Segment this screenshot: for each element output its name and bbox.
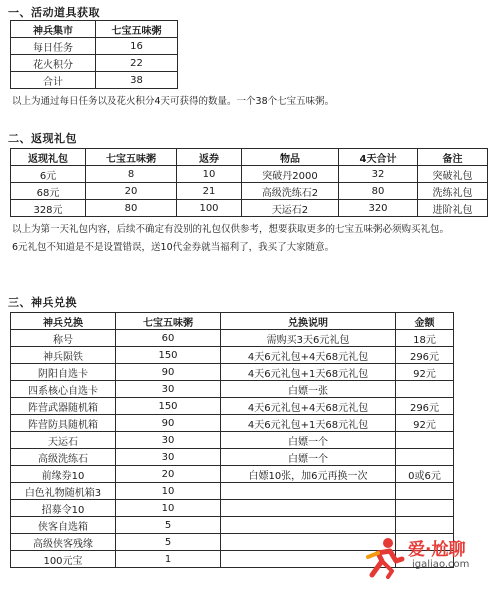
table-cell: 100元宝 <box>11 551 116 568</box>
table-cell: 16 <box>96 38 178 55</box>
table-cell: 92元 <box>396 415 454 432</box>
table-row <box>11 381 454 398</box>
table-cell: 4天6元礼包+1天68元礼包 <box>221 415 396 432</box>
watermark-brand: 爱·尬聊 <box>408 540 466 560</box>
table-row <box>11 466 454 483</box>
table-cell: 18元 <box>396 330 454 347</box>
table-cell: 90 <box>116 415 221 432</box>
table-cell: 天运石 <box>11 432 116 449</box>
table-cell: 10 <box>177 166 242 183</box>
table-cell: 1 <box>116 551 221 568</box>
table-cell: 6元 <box>11 166 86 183</box>
table-cell: 高级侠客残缘 <box>11 534 116 551</box>
section-title-weapon-exchange: 三、神兵兑换 <box>8 296 77 309</box>
table-cell: 20 <box>116 466 221 483</box>
table-cell <box>396 500 454 517</box>
table-cell: 需购买3天6元礼包 <box>221 330 396 347</box>
table-header: 七宝五味粥 <box>96 21 178 38</box>
table-cell: 320 <box>339 200 418 217</box>
weapon-exchange-table <box>10 312 454 568</box>
site-watermark <box>362 531 492 583</box>
table-cell: 30 <box>116 449 221 466</box>
table-cell: 称号 <box>11 330 116 347</box>
table-cell: 白嫖一个 <box>221 432 396 449</box>
table-cell: 花火积分 <box>11 55 96 72</box>
table-row <box>11 55 178 72</box>
table-cell: 150 <box>116 347 221 364</box>
table-cell: 20 <box>86 183 177 200</box>
table-header: 4天合计 <box>339 149 418 166</box>
table-cell: 8 <box>86 166 177 183</box>
table-cell: 296元 <box>396 347 454 364</box>
note-text: 以上为通过每日任务以及花火积分4天可获得的数量。一个38个七宝五味粥。 <box>12 96 335 107</box>
section-title-cashback-packs: 二、返现礼包 <box>8 132 77 145</box>
table-cell: 白嫖10张，加6元再换一次 <box>221 466 396 483</box>
table-header: 七宝五味粥 <box>86 149 177 166</box>
note-cashback <box>12 222 494 255</box>
table-row <box>11 398 454 415</box>
table-cell: 21 <box>177 183 242 200</box>
table-row <box>11 183 488 200</box>
note-activity-summary <box>12 94 494 109</box>
table-row <box>11 364 454 381</box>
table-header: 金额 <box>396 313 454 330</box>
table-cell: 80 <box>86 200 177 217</box>
table-cell: 38 <box>96 72 178 89</box>
table-cell: 80 <box>339 183 418 200</box>
running-figure-icon <box>362 535 406 579</box>
table-cell: 洗练礼包 <box>418 183 488 200</box>
note-text: 以上为第一天礼包内容，后续不确定有没别的礼包仅供参考，想要获取更多的七宝五味粥必须购买礼包。 <box>12 224 450 235</box>
table-row <box>11 449 454 466</box>
cashback-packs-table <box>10 148 488 217</box>
note-text: 6元礼包不知道是不是设置错误，送10代金券就当福利了，我买了大家随意。 <box>12 242 335 253</box>
table-cell: 90 <box>116 364 221 381</box>
table-cell: 白嫖一张 <box>221 381 396 398</box>
table-cell: 100 <box>177 200 242 217</box>
table-row <box>11 347 454 364</box>
table-cell: 4天6元礼包+4天68元礼包 <box>221 398 396 415</box>
table-row <box>11 38 178 55</box>
table-cell: 合计 <box>11 72 96 89</box>
table-cell: 每日任务 <box>11 38 96 55</box>
table-cell <box>221 500 396 517</box>
table-cell: 天运石2 <box>242 200 339 217</box>
table-header: 返券 <box>177 149 242 166</box>
table-row <box>11 166 488 183</box>
table-row <box>11 500 454 517</box>
table-cell: 30 <box>116 381 221 398</box>
table-header: 兑换说明 <box>221 313 396 330</box>
table-cell: 四系核心自选卡 <box>11 381 116 398</box>
table-cell: 前缘券10 <box>11 466 116 483</box>
table-cell: 侠客自选箱 <box>11 517 116 534</box>
table-cell: 60 <box>116 330 221 347</box>
table-cell: 阵营武器随机箱 <box>11 398 116 415</box>
table-cell: 突破礼包 <box>418 166 488 183</box>
table-cell: 进阶礼包 <box>418 200 488 217</box>
section-title-activity-items: 一、活动道具获取 <box>8 6 100 19</box>
table-cell: 4天6元礼包+4天68元礼包 <box>221 347 396 364</box>
table-row <box>11 72 178 89</box>
table-cell: 10 <box>116 500 221 517</box>
table-cell <box>396 381 454 398</box>
table-cell <box>221 483 396 500</box>
table-cell: 招募令10 <box>11 500 116 517</box>
table-row <box>11 432 454 449</box>
table-cell: 阵营防具随机箱 <box>11 415 116 432</box>
table-header: 神兵兑换 <box>11 313 116 330</box>
table-row <box>11 200 488 217</box>
table-cell <box>396 432 454 449</box>
table-cell: 10 <box>116 483 221 500</box>
activity-items-table <box>10 20 178 89</box>
table-cell: 4天6元礼包+1天68元礼包 <box>221 364 396 381</box>
table-row <box>11 330 454 347</box>
table-row <box>11 415 454 432</box>
table-cell: 高级洗练石2 <box>242 183 339 200</box>
table-cell: 0或6元 <box>396 466 454 483</box>
table-cell: 神兵陨铁 <box>11 347 116 364</box>
table-cell: 68元 <box>11 183 86 200</box>
table-cell: 22 <box>96 55 178 72</box>
table-header: 七宝五味粥 <box>116 313 221 330</box>
table-cell: 32 <box>339 166 418 183</box>
table-header: 物品 <box>242 149 339 166</box>
table-cell: 高级洗练石 <box>11 449 116 466</box>
table-cell: 296元 <box>396 398 454 415</box>
table-cell <box>396 449 454 466</box>
table-cell: 328元 <box>11 200 86 217</box>
table-header: 神兵集市 <box>11 21 96 38</box>
table-cell: 92元 <box>396 364 454 381</box>
table-header: 备注 <box>418 149 488 166</box>
table-header: 返现礼包 <box>11 149 86 166</box>
table-cell: 5 <box>116 534 221 551</box>
table-cell: 白嫖一个 <box>221 449 396 466</box>
table-cell: 阴阳自选卡 <box>11 364 116 381</box>
watermark-url: igaliao.com <box>412 559 470 570</box>
table-cell: 5 <box>116 517 221 534</box>
table-cell: 150 <box>116 398 221 415</box>
table-cell: 突破丹2000 <box>242 166 339 183</box>
table-cell <box>396 483 454 500</box>
table-cell: 30 <box>116 432 221 449</box>
table-cell: 白色礼物随机箱3 <box>11 483 116 500</box>
table-row <box>11 483 454 500</box>
